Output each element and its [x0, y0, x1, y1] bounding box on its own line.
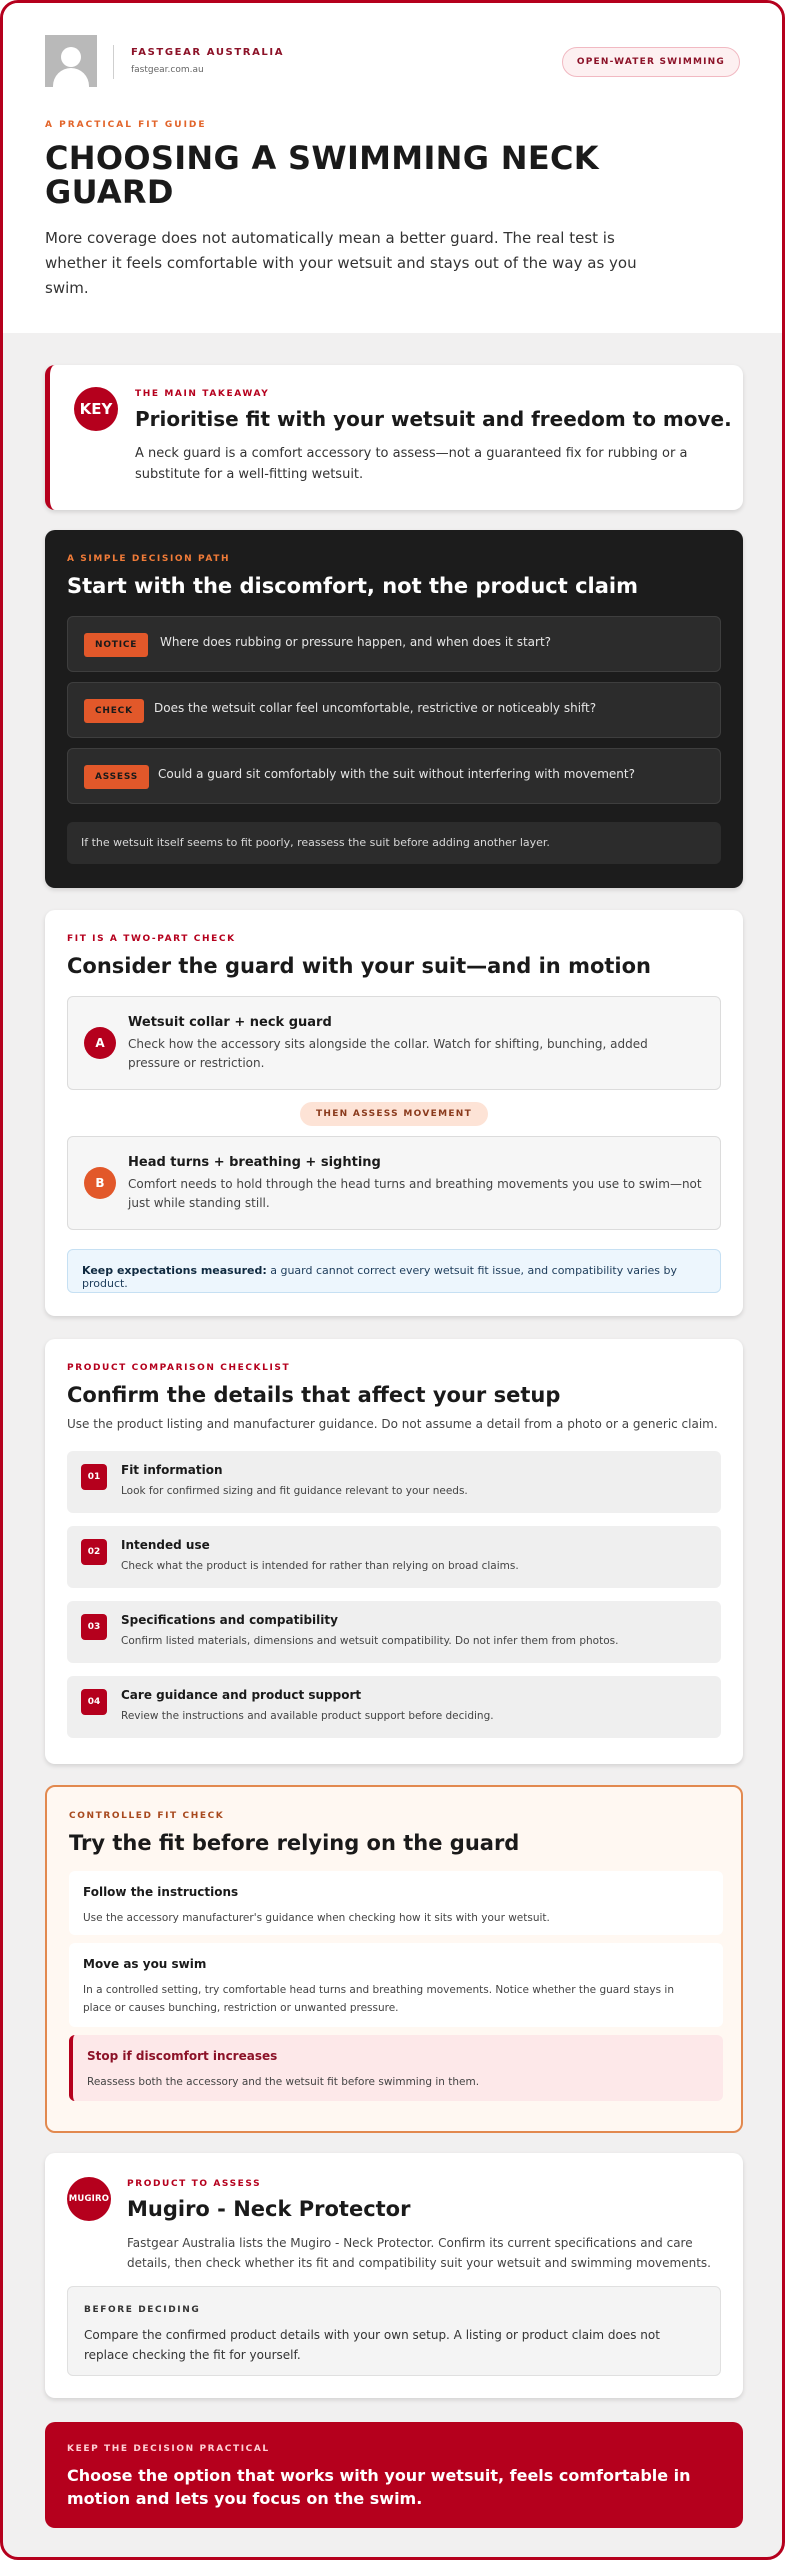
expectations-note [67, 1249, 721, 1293]
expectations-note-bold: Keep expectations measured: [82, 1264, 267, 1277]
product-card [45, 2153, 743, 2398]
brand-url: fastgear.com.au [131, 65, 204, 75]
key-badge: KEY [74, 387, 118, 431]
fit-part-badge: A [84, 1027, 116, 1059]
fit-part-text: Check how the accessory sits alongside the collar. Watch for shifting, bunching, added pressure or restriction. [128, 1037, 648, 1070]
controlled-block [69, 1871, 723, 1935]
checklist-item-title: Specifications and compatibility [121, 1613, 338, 1627]
controlled-block [69, 1943, 723, 2027]
checklist-title: Confirm the details that affect your setup [67, 1383, 561, 1407]
takeaway-text: A neck guard is a comfort accessory to assess—not a guaranteed fix for rubbing or a substitute for a well-fitting wetsuit. [135, 446, 688, 482]
checklist-item-text: Review the instructions and available product support before deciding. [121, 1710, 494, 1722]
fit-part-text: Comfort needs to hold through the head turns and breathing movements you use to swim—not just while standing still. [128, 1177, 702, 1210]
fit-part-a [67, 996, 721, 1090]
takeaway-label: THE MAIN TAKEAWAY [135, 389, 270, 399]
product-title: Mugiro - Neck Protector [127, 2197, 411, 2221]
page-title: CHOOSING A SWIMMING NECK GUARD [45, 139, 599, 211]
checklist-item-title: Intended use [121, 1538, 210, 1552]
page-subtitle: More coverage does not automatically mean a better guard. The real test is whether it feels comfortable with your wetsuit and stays out of the way as you swim. [45, 229, 637, 297]
controlled-block-title: Follow the instructions [83, 1885, 239, 1899]
stop-block [69, 2035, 723, 2101]
brand-name: FASTGEAR AUSTRALIA [131, 47, 285, 58]
checklist-item-title: Fit information [121, 1463, 223, 1477]
step-question: Could a guard sit comfortably with the suit without interfering with movement? [158, 767, 635, 781]
checklist-item-text: Confirm listed materials, dimensions and wetsuit compatibility. Do not infer them from photos. [121, 1635, 619, 1647]
checklist-label: PRODUCT COMPARISON CHECKLIST [67, 1363, 291, 1373]
controlled-block-text: Use the accessory manufacturer's guidance when checking how it sits with your wetsuit. [83, 1912, 550, 1924]
brand-row [45, 35, 740, 91]
product-label: PRODUCT TO ASSESS [127, 2179, 262, 2189]
hero-section [3, 3, 782, 333]
decision-path-note: If the wetsuit itself seems to fit poorly, reassess the suit before adding another layer. [67, 822, 721, 864]
expectations-note-text: a guard cannot correct every wetsuit fit issue, and compatibility varies by product. [82, 1264, 678, 1290]
checklist-item-text: Look for confirmed sizing and fit guidance relevant to your needs. [121, 1485, 468, 1497]
controlled-block-text: In a controlled setting, try comfortable head turns and breathing movements. Notice whether the guard stays in place or causes bunching, restriction or unwanted pressure. [83, 1984, 674, 2014]
product-badge: MUGIRO [67, 2177, 111, 2221]
checklist-item-text: Check what the product is intended for rather than relying on broad claims. [121, 1560, 519, 1572]
controlled-block-title: Move as you swim [83, 1957, 207, 1971]
checklist-number: 04 [81, 1689, 107, 1715]
checklist-item [67, 1676, 721, 1738]
fit-part-b [67, 1136, 721, 1230]
checklist-item [67, 1451, 721, 1513]
hero-eyebrow: A PRACTICAL FIT GUIDE [45, 120, 207, 130]
then-assess-badge: THEN ASSESS MOVEMENT [300, 1102, 488, 1126]
checklist-number: 01 [81, 1464, 107, 1490]
decision-path-title: Start with the discomfort, not the product claim [67, 574, 638, 598]
controlled-fit-card [45, 1785, 743, 2133]
checklist-number: 03 [81, 1614, 107, 1640]
before-deciding-box [67, 2286, 721, 2376]
fit-check-label: FIT IS A TWO-PART CHECK [67, 934, 236, 944]
takeaway-card [45, 365, 743, 510]
step-question: Where does rubbing or pressure happen, and when does it start? [160, 635, 552, 649]
logo-placeholder-icon [45, 35, 97, 87]
before-deciding-text: Compare the confirmed product details with your own setup. A listing or product claim does not replace checking the fit for yourself. [84, 2328, 660, 2362]
decision-step [67, 616, 721, 672]
fit-part-badge: B [84, 1167, 116, 1199]
before-deciding-label: BEFORE DECIDING [84, 2305, 201, 2315]
decision-path-card [45, 530, 743, 888]
final-text: Choose the option that works with your wetsuit, feels comfortable in motion and lets you focus on the swim. [67, 2466, 691, 2508]
brand-divider [113, 45, 114, 79]
topic-pill: OPEN-WATER SWIMMING [562, 47, 740, 77]
final-label: KEEP THE DECISION PRACTICAL [67, 2444, 270, 2454]
decision-step [67, 748, 721, 804]
takeaway-title: Prioritise fit with your wetsuit and freedom to move. [135, 407, 732, 431]
step-tag: ASSESS [84, 765, 149, 789]
controlled-block-title: Stop if discomfort increases [87, 2049, 278, 2063]
step-tag: NOTICE [84, 633, 148, 657]
fit-part-title: Wetsuit collar + neck guard [128, 1015, 332, 1030]
checklist-item [67, 1526, 721, 1588]
product-text: Fastgear Australia lists the Mugiro - Neck Protector. Confirm its current specifications and care details, then check whether its fit and compatibility suit your wetsuit and swimming movements. [127, 2236, 711, 2270]
decision-step [67, 682, 721, 738]
controlled-fit-label: CONTROLLED FIT CHECK [69, 1811, 225, 1821]
fit-check-card [45, 910, 743, 1316]
checklist-number: 02 [81, 1539, 107, 1565]
checklist-intro: Use the product listing and manufacturer guidance. Do not assume a detail from a photo or a generic claim. [67, 1417, 718, 1431]
step-tag: CHECK [84, 699, 144, 723]
controlled-block-text: Reassess both the accessory and the wetsuit fit before swimming in them. [87, 2076, 480, 2088]
checklist-card [45, 1339, 743, 1764]
step-question: Does the wetsuit collar feel uncomfortable, restrictive or noticeably shift? [154, 701, 597, 715]
checklist-item [67, 1601, 721, 1663]
checklist-item-title: Care guidance and product support [121, 1688, 362, 1702]
final-callout [45, 2422, 743, 2528]
fit-part-title: Head turns + breathing + sighting [128, 1155, 381, 1170]
fit-check-title: Consider the guard with your suit—and in motion [67, 954, 651, 978]
decision-path-label: A SIMPLE DECISION PATH [67, 554, 231, 564]
controlled-fit-title: Try the fit before relying on the guard [69, 1831, 520, 1855]
